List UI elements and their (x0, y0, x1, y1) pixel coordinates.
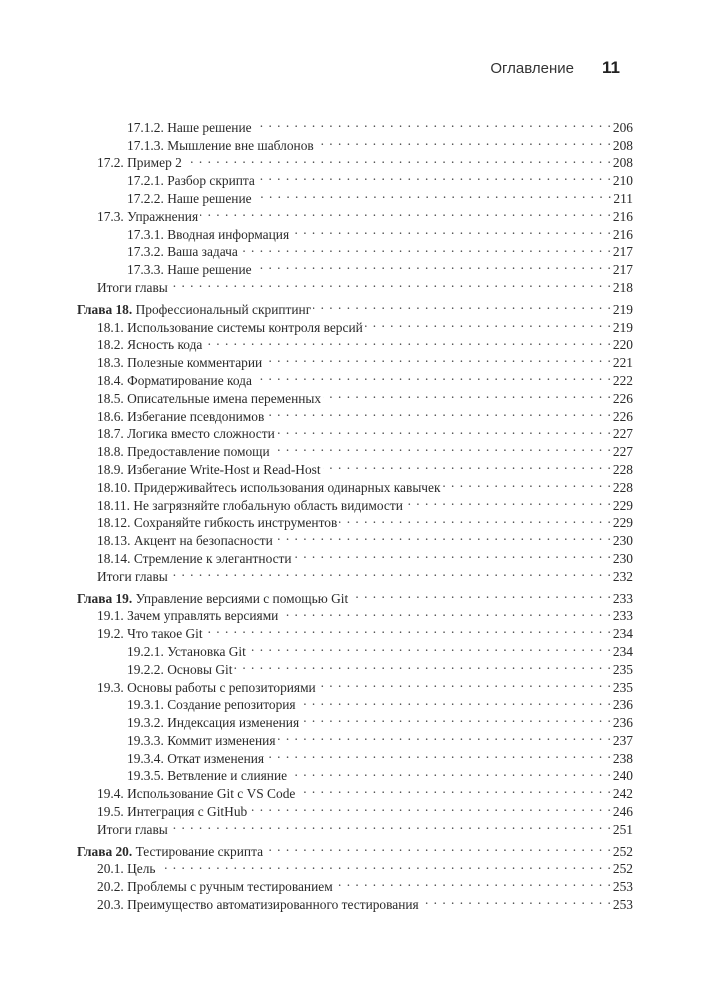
entry-label (127, 119, 252, 137)
entry-label (127, 767, 287, 785)
entry-number: 18.4. (97, 372, 124, 388)
entry-title: Итоги главы (97, 821, 168, 837)
entry-page-number: 252 (612, 843, 633, 859)
entry-page-number: 236 (612, 715, 633, 731)
entry-page-number: 246 (612, 804, 633, 820)
entry-title: Управление версиями с помощью Git (135, 590, 349, 606)
dot-leader (254, 367, 611, 385)
entry-title: Логика вместо сложности (127, 426, 275, 442)
entry-number: 19.2.1. (127, 643, 164, 659)
toc-chapter-entry[interactable] (77, 585, 633, 606)
dot-leader (204, 332, 611, 350)
entry-page-number: 210 (612, 173, 633, 189)
entry-page-number: 221 (612, 355, 633, 371)
dot-leader (339, 510, 611, 528)
entry-title: Наше решение (167, 190, 252, 206)
entry-label (97, 479, 441, 497)
entry-page-number: 226 (612, 408, 633, 424)
entry-title: Коммит изменения (167, 732, 276, 748)
dot-leader (278, 727, 611, 745)
dot-leader (421, 891, 611, 909)
entry-number: 18.13. (97, 533, 131, 549)
entry-page-number: 228 (612, 461, 633, 477)
entry-page-number: 233 (612, 590, 633, 606)
dot-leader (298, 692, 611, 710)
entry-number: 18.3. (97, 355, 124, 371)
entry-page-number: 227 (612, 444, 633, 460)
dot-leader (289, 763, 611, 781)
dot-leader (254, 185, 612, 203)
entry-page-number: 230 (612, 550, 633, 566)
entry-title: Откат изменения (167, 750, 265, 766)
entry-title: Вводная информация (167, 226, 290, 242)
entry-page-number: 217 (612, 262, 633, 278)
entry-title: Индексация изменения (167, 715, 300, 731)
entry-title: Основы Git (167, 661, 233, 677)
entry-number: 19.3.4. (127, 750, 164, 766)
entry-page-number: 208 (612, 137, 633, 153)
dot-leader (365, 314, 611, 332)
running-header (490, 58, 620, 78)
entry-title: Придерживайтесь использования одинарных кавычек (133, 479, 441, 495)
entry-title: Предоставление помощи (127, 444, 270, 460)
entry-title: Создание репозитория (167, 697, 296, 713)
entry-label (127, 696, 296, 714)
dot-leader (323, 456, 611, 474)
entry-title: Полезные комментарии (127, 355, 263, 371)
entry-title: Разбор скрипта (167, 173, 255, 189)
entry-label (127, 732, 276, 750)
dot-leader (170, 816, 611, 834)
entry-label (127, 750, 264, 768)
entry-label (127, 661, 232, 679)
entry-label (97, 679, 316, 697)
entry-title: Установка Git (167, 643, 246, 659)
dot-leader (266, 745, 611, 763)
entry-label (97, 154, 182, 172)
entry-page-number: 235 (612, 661, 633, 677)
entry-title: Ветвление и слияние (167, 768, 288, 784)
entry-number: 18.2. (97, 337, 124, 353)
entry-number: Глава 18. (77, 301, 133, 317)
dot-leader (291, 221, 611, 239)
entry-page-number: 237 (612, 732, 633, 748)
entry-number: 18.11. (97, 497, 130, 513)
entry-label (97, 336, 202, 354)
entry-page-number: 233 (612, 608, 633, 624)
entry-title: Преимущество автоматизированного тестирования (127, 897, 419, 913)
dot-leader (277, 421, 611, 439)
entry-page-number: 253 (612, 879, 633, 895)
entry-number: 20.3. (97, 897, 124, 913)
page-number: 11 (602, 58, 620, 77)
toc-chapter-group (77, 296, 633, 584)
entry-number: 17.1.3. (127, 137, 164, 153)
dot-leader (301, 709, 611, 727)
entry-page-number: 251 (612, 821, 633, 837)
toc-chapter-entry[interactable] (77, 838, 633, 859)
dot-leader (297, 780, 611, 798)
entry-label (97, 461, 321, 479)
entry-number: 17.3.2. (127, 244, 164, 260)
entry-title: Профессиональный скриптинг (135, 301, 312, 317)
entry-number: 19.2. (97, 626, 124, 642)
entry-page-number: 253 (612, 897, 633, 913)
entry-number: 17.3. (97, 208, 124, 224)
dot-leader (335, 873, 611, 891)
entry-number: 19.3.3. (127, 732, 164, 748)
dot-leader (294, 545, 611, 563)
entry-number: 18.7. (97, 426, 124, 442)
entry-page-number: 240 (612, 768, 633, 784)
entry-title: Ясность кода (127, 337, 203, 353)
toc-entry[interactable] (77, 856, 633, 877)
entry-label (97, 821, 168, 839)
entry-page-number: 217 (612, 244, 633, 260)
entry-page-number: 234 (612, 626, 633, 642)
entry-number: 17.3.1. (127, 226, 164, 242)
entry-label (97, 408, 264, 426)
dot-leader (266, 403, 611, 421)
entry-label (97, 208, 198, 226)
entry-label (97, 354, 262, 372)
entry-page-number: 219 (612, 319, 633, 335)
entry-number: 17.3.3. (127, 262, 164, 278)
dot-leader (200, 203, 611, 221)
entry-number: 17.2.1. (127, 173, 164, 189)
entry-number: 18.5. (97, 390, 124, 406)
entry-title: Не загрязняйте глобальную область видимости (133, 497, 403, 513)
entry-title: Использование системы контроля версий (127, 319, 363, 335)
entry-number: Глава 20. (77, 843, 133, 859)
entry-number: 19.4. (97, 786, 124, 802)
entry-page-number: 234 (612, 643, 633, 659)
dot-leader (170, 274, 611, 292)
toc-entry[interactable] (77, 873, 633, 895)
toc-chapter-group (77, 838, 633, 913)
dot-leader (184, 150, 611, 168)
entry-title: Ваша задача (167, 244, 238, 260)
entry-page-number: 216 (612, 208, 633, 224)
entry-number: 17.2. (97, 155, 124, 171)
entry-title: Проблемы с ручным тестированием (127, 879, 333, 895)
entry-page-number: 230 (612, 533, 633, 549)
entry-label (97, 425, 275, 443)
entry-page-number: 208 (612, 155, 633, 171)
dot-leader (248, 638, 611, 656)
entry-page-number: 219 (612, 301, 633, 317)
toc-chapter-group (77, 114, 633, 295)
toc-chapter-group (77, 585, 633, 837)
entry-page-number: 235 (612, 679, 633, 695)
dot-leader (318, 674, 611, 692)
entry-page-number: 238 (612, 750, 633, 766)
entry-title: Зачем управлять версиями (127, 608, 279, 624)
dot-leader (257, 167, 611, 185)
table-of-contents (77, 114, 633, 912)
toc-chapter-entry[interactable] (77, 296, 633, 317)
entry-label (97, 860, 156, 878)
entry-page-number: 206 (612, 119, 633, 135)
entry-label (97, 878, 333, 896)
entry-title: Наше решение (167, 119, 252, 135)
dot-leader (205, 620, 611, 638)
entry-title: Описательные имена переменных (127, 390, 322, 406)
dot-leader (264, 349, 611, 367)
entry-page-number: 229 (612, 497, 633, 513)
entry-title: Стремление к элегантности (133, 550, 292, 566)
entry-title: Мышление вне шаблонов (167, 137, 314, 153)
entry-title: Основы работы с репозиториями (127, 679, 316, 695)
entry-number: 18.10. (97, 479, 131, 495)
entry-number: 19.2.2. (127, 661, 164, 677)
entry-title: Акцент на безопасности (133, 533, 273, 549)
entry-title: Форматирование кода (127, 372, 252, 388)
toc-entry[interactable] (77, 114, 633, 135)
entry-number: 20.1. (97, 861, 124, 877)
entry-number: 17.1.2. (127, 119, 164, 135)
entry-label (97, 372, 252, 390)
entry-number: 20.2. (97, 879, 124, 895)
entry-label (127, 714, 299, 732)
dot-leader (272, 438, 611, 456)
entry-number: 17.2.2. (127, 190, 164, 206)
dot-leader (405, 492, 611, 510)
entry-page-number: 211 (613, 190, 633, 206)
entry-title: Тестирование скрипта (135, 843, 264, 859)
entry-title: Итоги главы (97, 279, 168, 295)
entry-title: Упражнения (127, 208, 199, 224)
entry-number: Глава 19. (77, 590, 133, 606)
entry-label (97, 568, 168, 586)
dot-leader (265, 838, 611, 856)
entry-label (97, 532, 273, 550)
dot-leader (323, 385, 611, 403)
entry-label (127, 643, 246, 661)
entry-number: 19.3.5. (127, 768, 164, 784)
entry-title: Избегание псевдонимов (127, 408, 265, 424)
entry-page-number: 226 (612, 390, 633, 406)
entry-title: Что такое Git (127, 626, 203, 642)
entry-page-number: 216 (612, 226, 633, 242)
entry-number: 19.3.2. (127, 715, 164, 731)
entry-number: 18.8. (97, 444, 124, 460)
entry-title: Пример 2 (127, 155, 182, 171)
entry-page-number: 218 (612, 279, 633, 295)
dot-leader (158, 856, 611, 874)
entry-number: 18.14. (97, 550, 131, 566)
entry-number: 19.3. (97, 679, 124, 695)
dot-leader (313, 296, 611, 314)
entry-label (97, 443, 270, 461)
entry-page-number: 220 (612, 337, 633, 353)
dot-leader (254, 256, 611, 274)
entry-number: 19.3.1. (127, 697, 164, 713)
running-header-title: Оглавление (490, 60, 575, 77)
entry-title: Интеграция с GitHub (127, 804, 248, 820)
dot-leader (316, 132, 611, 150)
entry-page-number: 227 (612, 426, 633, 442)
entry-number: 18.6. (97, 408, 124, 424)
entry-page-number: 252 (612, 861, 633, 877)
dot-leader (234, 656, 610, 674)
entry-page-number: 222 (612, 372, 633, 388)
entry-page-number: 228 (612, 479, 633, 495)
entry-page-number: 236 (612, 697, 633, 713)
entry-number: 18.1. (97, 319, 124, 335)
dot-leader (280, 603, 611, 621)
dot-leader (254, 114, 611, 132)
entry-title: Наше решение (167, 262, 252, 278)
entry-label (127, 243, 238, 261)
entry-label (97, 279, 168, 297)
dot-leader (240, 239, 611, 257)
entry-title: Цель (127, 861, 156, 877)
entry-title: Использование Git с VS Code (127, 786, 296, 802)
entry-page-number: 229 (612, 515, 633, 531)
entry-label (97, 896, 419, 914)
entry-page-number: 232 (612, 568, 633, 584)
entry-title: Сохраняйте гибкость инструментов (133, 515, 338, 531)
entry-number: 19.5. (97, 804, 124, 820)
dot-leader (170, 563, 611, 581)
entry-title: Итоги главы (97, 568, 168, 584)
entry-label (77, 301, 311, 319)
entry-label (127, 172, 255, 190)
entry-label (97, 625, 203, 643)
entry-number: 18.9. (97, 461, 124, 477)
entry-number: 18.12. (97, 515, 131, 531)
dot-leader (350, 585, 611, 603)
dot-leader (443, 474, 611, 492)
dot-leader (249, 798, 611, 816)
dot-leader (275, 527, 611, 545)
entry-number: 19.1. (97, 608, 124, 624)
entry-page-number: 242 (612, 786, 633, 802)
entry-title: Избегание Write-Host и Read-Host (127, 461, 321, 477)
